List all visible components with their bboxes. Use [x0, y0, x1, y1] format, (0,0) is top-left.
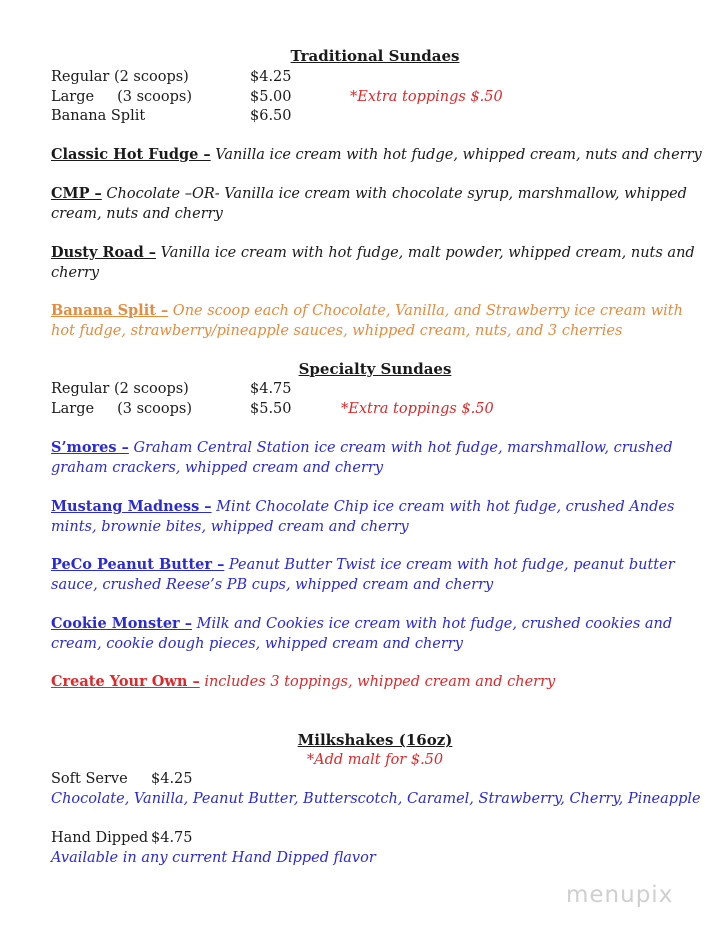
item-description: One scoop each of Chocolate, Vanilla, and Strawberry ice cream with hot fudge, strawberry/pineapple sauces, whipped cream, nuts, and 3 cherries: [51, 303, 683, 339]
item-name: Mustang Madness –: [51, 498, 212, 515]
milkshakes-heading: Milkshakes (16oz): [297, 731, 453, 749]
extra-toppings-note: *Extra toppings $.50: [341, 401, 494, 417]
menu-item-dusty-road: [51, 243, 706, 283]
menu-item-create-your-own: [51, 672, 706, 693]
size-price: $4.25: [250, 69, 292, 85]
size-row: [51, 67, 189, 87]
item-description: Peanut Butter Twist ice cream with hot fudge, peanut butter sauce, crushed Reese’s PB cups, whipped cream and cherry: [51, 557, 675, 593]
item-description: Vanilla ice cream with hot fudge, malt powder, whipped cream, nuts and cherry: [51, 245, 695, 281]
menu-item-classic-hot-fudge: [51, 145, 706, 166]
size-label: Regular (2 scoops): [51, 69, 189, 85]
soft-serve-row: [51, 769, 128, 789]
size-row: [51, 379, 189, 399]
traditional-sundaes-heading: Traditional Sundaes: [290, 47, 460, 65]
item-description: includes 3 toppings, whipped cream and cherry: [199, 674, 556, 690]
soft-serve-price: $4.25: [151, 771, 193, 787]
size-row: [51, 399, 192, 419]
menupix-watermark: menupix: [566, 882, 674, 908]
item-name: Banana Split –: [51, 302, 169, 319]
menu-item-cmp: [51, 184, 706, 224]
item-description: Milk and Cookies ice cream with hot fudge, crushed cookies and cream, cookie dough pieces, whipped cream and cherry: [51, 616, 673, 652]
size-price: $4.75: [250, 381, 292, 397]
hand-dipped-label: Hand Dipped: [51, 830, 149, 846]
item-description: Graham Central Station ice cream with hot fudge, marshmallow, crushed graham crackers, whipped cream and cherry: [51, 440, 673, 476]
item-description: Chocolate –OR- Vanilla ice cream with chocolate syrup, marshmallow, whipped cream, nuts and cherry: [51, 186, 687, 222]
hand-dipped-row: [51, 828, 148, 848]
size-row: [51, 106, 145, 126]
menu-item-mustang-madness: [51, 497, 706, 537]
item-description: Vanilla ice cream with hot fudge, whipped cream, nuts and cherry: [210, 147, 702, 163]
extra-toppings-note: *Extra toppings $.50: [350, 89, 503, 105]
item-name: Dusty Road –: [51, 244, 157, 261]
size-label: Banana Split: [51, 108, 146, 124]
size-label: Regular (2 scoops): [51, 381, 189, 397]
item-name: S’mores –: [51, 439, 129, 456]
menu-item-peco-peanut-butter: [51, 555, 706, 595]
soft-serve-flavors: Chocolate, Vanilla, Peanut Butter, Butterscotch, Caramel, Strawberry, Cherry, Pineapple: [51, 791, 701, 807]
size-row: [51, 87, 192, 107]
size-label: Large (3 scoops): [51, 89, 193, 105]
size-label: Large (3 scoops): [51, 401, 193, 417]
size-price: $6.50: [250, 108, 292, 124]
item-name: Classic Hot Fudge –: [51, 146, 211, 163]
item-name: PeCo Peanut Butter –: [51, 556, 225, 573]
hand-dipped-price: $4.75: [151, 830, 193, 846]
item-name: Cookie Monster –: [51, 615, 192, 632]
item-name: CMP –: [51, 185, 102, 202]
size-price: $5.00: [250, 89, 292, 105]
specialty-sundaes-heading: Specialty Sundaes: [298, 360, 452, 378]
menu-item-smores: [51, 438, 706, 478]
malt-note: *Add malt for $.50: [306, 752, 444, 768]
size-price: $5.50: [250, 401, 292, 417]
menu-item-cookie-monster: [51, 614, 706, 654]
item-name: Create Your Own –: [51, 673, 200, 690]
hand-dipped-flavors: Available in any current Hand Dipped flavor: [51, 850, 376, 866]
soft-serve-label: Soft Serve: [51, 771, 128, 787]
menu-item-banana-split: [51, 301, 706, 341]
item-description: Mint Chocolate Chip ice cream with hot fudge, crushed Andes mints, brownie bites, whipped cream and cherry: [51, 499, 675, 535]
